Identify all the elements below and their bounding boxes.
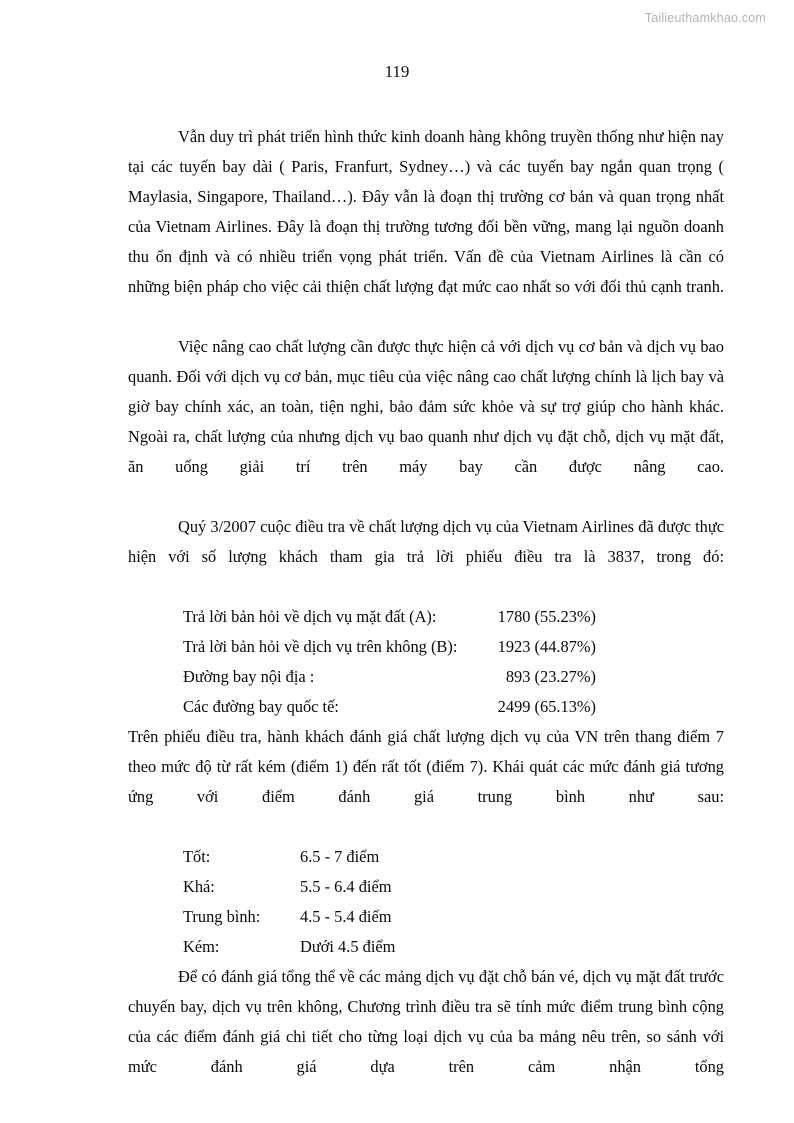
paragraph-4: Trên phiếu điều tra, hành khách đánh giá chất lượng dịch vụ của VN trên thang điểm 7 theo mức độ từ rất kém (điểm 1) đến rất tốt (điểm 7). Khái quát các mức đánh giá tương ứng với điểm đánh giá trung bình như sau: xyxy=(128,727,724,806)
list-item xyxy=(128,692,724,722)
rating-value: 5.5 - 6.4 điểm xyxy=(300,877,392,896)
survey-results-list xyxy=(128,602,724,722)
survey-row-value: 893 (23.27%) xyxy=(505,667,596,686)
list-item xyxy=(128,632,724,662)
survey-row-label: Các đường bay quốc tế: xyxy=(183,697,339,716)
paragraph-2: Việc nâng cao chất lượng cần được thực hiện cả với dịch vụ cơ bản và dịch vụ bao quanh. Đối với dịch vụ cơ bản, mục tiêu của việc nâng cao chất lượng chính là lịch bay và giờ bay chính xác, an toàn, tiện nghi, bảo đảm sức khỏe và sự trợ giúp cho hành khác. Ngoài ra, chất lượng của nhưng dịch vụ bao quanh như dịch vụ đặt chỗ, dịch vụ mặt đất, ăn uống giải trí trên máy bay cần được nâng cao. xyxy=(128,337,724,476)
list-item xyxy=(128,932,724,962)
survey-row-label: Đường bay nội địa : xyxy=(183,667,315,686)
paragraph-3: Quý 3/2007 cuộc điều tra về chất lượng dịch vụ của Vietnam Airlines đã được thực hiện với số lượng khách tham gia trả lời phiếu điều tra là 3837, trong đó: xyxy=(128,517,724,566)
survey-row-label: Trả lời bản hỏi về dịch vụ trên không (B): xyxy=(183,637,458,656)
survey-row-value: 2499 (65.13%) xyxy=(497,697,596,716)
site-watermark: Tailieuthamkhao.com xyxy=(644,11,766,25)
rating-value: 6.5 - 7 điểm xyxy=(300,847,380,866)
rating-label: Khá: xyxy=(183,877,215,896)
page-body xyxy=(128,122,724,1112)
rating-label: Tốt: xyxy=(183,847,211,866)
list-item xyxy=(128,872,724,902)
rating-label: Kém: xyxy=(183,937,220,956)
rating-value: 4.5 - 5.4 điểm xyxy=(300,907,392,926)
rating-value: Dưới 4.5 điểm xyxy=(300,937,396,956)
survey-row-label: Trả lời bản hỏi về dịch vụ mặt đất (A): xyxy=(183,607,437,626)
rating-label: Trung bình: xyxy=(183,907,261,926)
paragraph-5: Để có đánh giá tổng thể về các mảng dịch vụ đặt chỗ bán vé, dịch vụ mặt đất trước chuyến bay, dịch vụ trên không, Chương trình điều tra sẽ tính mức điểm trung bình cộng của các điểm đánh giá chi tiết cho từng loại dịch vụ của ba mảng nêu trên, so sánh với mức đánh giá dựa trên cảm nhận tổng xyxy=(128,967,724,1076)
survey-row-value: 1780 (55.23%) xyxy=(497,607,596,626)
list-item xyxy=(128,902,724,932)
list-item xyxy=(128,842,724,872)
page-number: 119 xyxy=(384,62,410,81)
list-item xyxy=(128,602,724,632)
list-item xyxy=(128,662,724,692)
rating-scale-list xyxy=(128,842,724,962)
paragraph-1: Vẫn duy trì phát triển hình thức kinh doanh hàng không truyền thống như hiện nay tại các tuyến bay dài ( Paris, Franfurt, Sydney…) và các tuyến bay ngắn quan trọng ( Maylasia, Singapore, Thailand…). Đây vẫn là đoạn thị trường cơ bản và quan trọng nhất của Vietnam Airlines. Đây là đoạn thị trường tương đối bền vững, mang lại nguồn doanh thu ổn định và có nhiều triển vọng phát triển. Vấn đề của Vietnam Airlines là cần có những biện pháp cho việc cải thiện chất lượng đạt mức cao nhất so với đối thủ cạnh tranh. xyxy=(128,127,724,296)
survey-row-value: 1923 (44.87%) xyxy=(497,637,596,656)
